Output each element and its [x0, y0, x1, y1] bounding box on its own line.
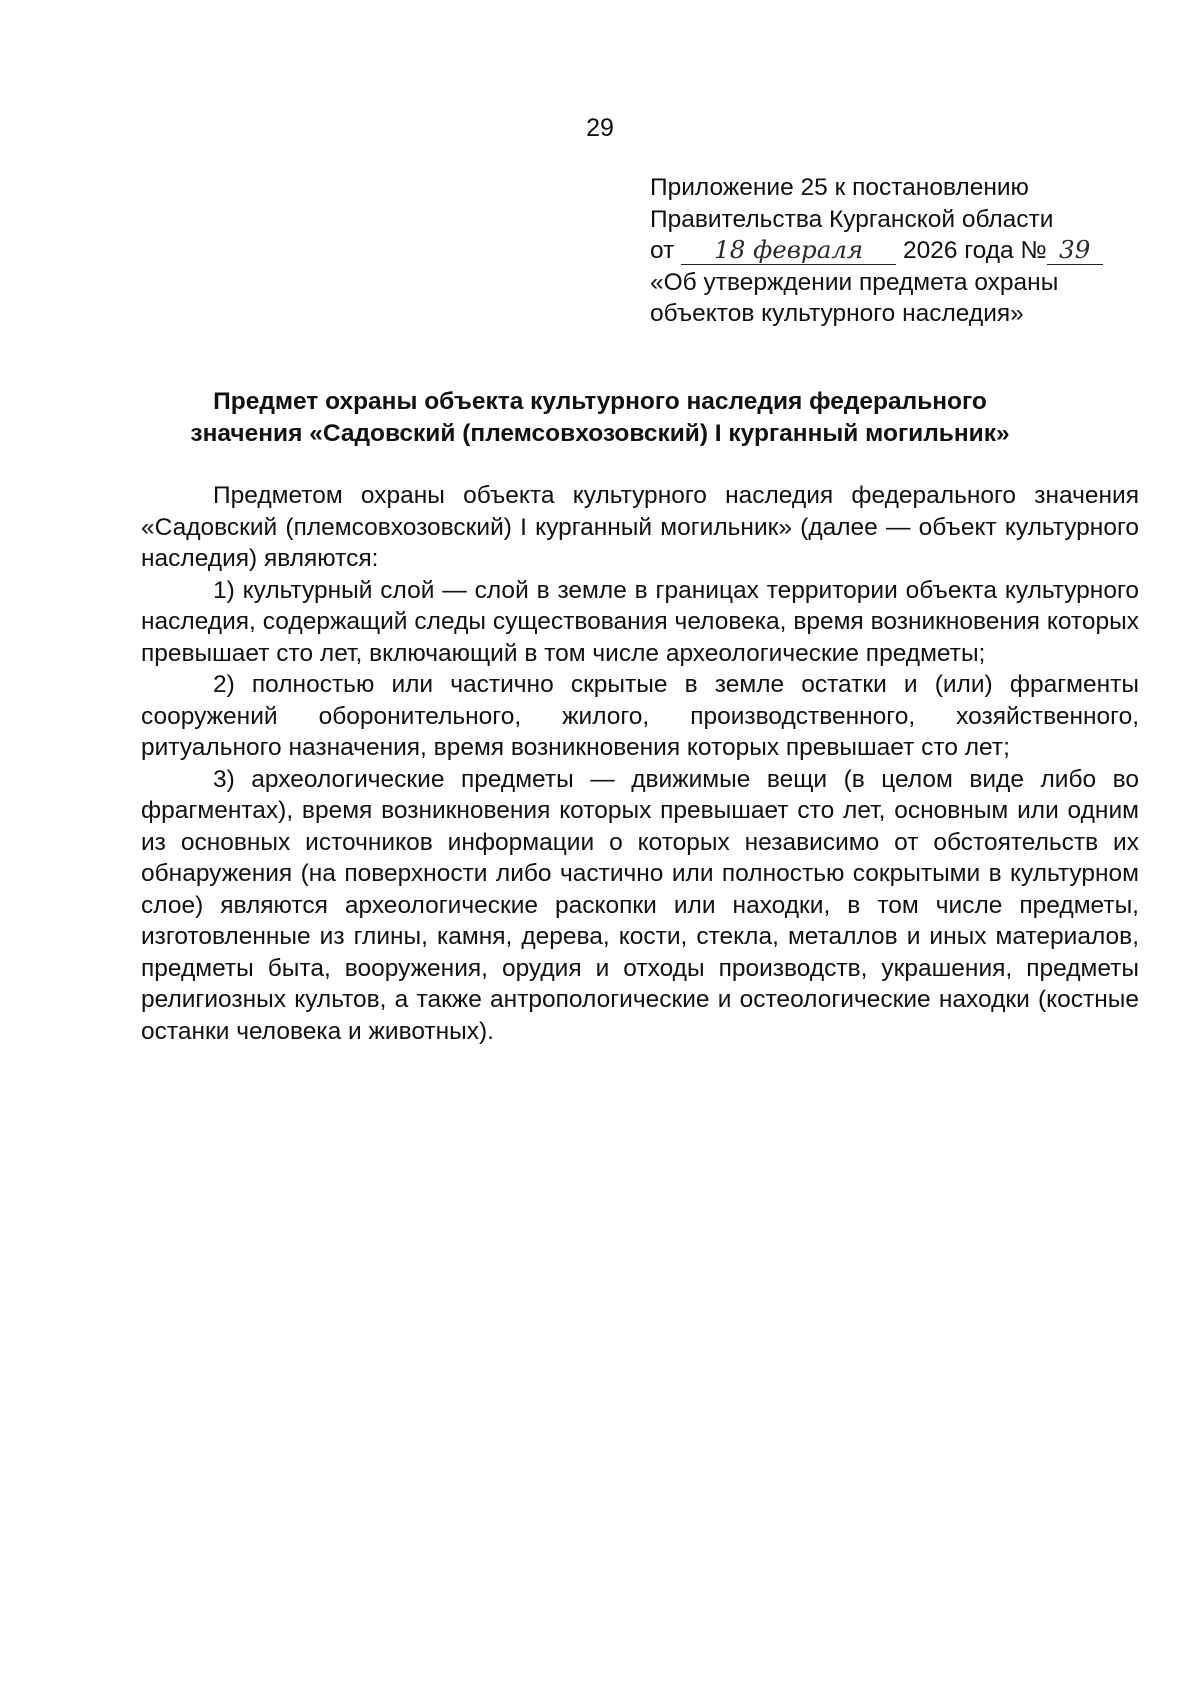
- document-title: [120, 386, 1080, 450]
- appendix-header: [650, 172, 1170, 330]
- date-blank: [681, 237, 896, 265]
- paragraph-item-3: 3) археологические предметы — движимые вещи (в целом виде либо во фрагментах), время возникновения которых превышает сто лет, основным или одним из основных источников информации о которых независимо от обстоятельств их обнаружения (на поверхности либо частично или полностью сокрытыми в культурном слое) являются археологические раскопки или находки, в том числе предметы, изготовленные из глины, камня, дерева, кости, стекла, металлов и иных материалов, предметы быта, вооружения, орудия и отходы производств, украшения, предметы религиозных культов, а также антропологические и остеологические находки (костные останки человека и животных).: [141, 765, 1139, 1045]
- appendix-line-1: Приложение 25 к постановлению: [650, 174, 1029, 201]
- title-line-2: значения «Садовский (племсовхозовский) I курганный могильник»: [190, 420, 1010, 447]
- title-line-1: Предмет охраны объекта культурного наследия федерального: [213, 388, 987, 415]
- document-body: [141, 480, 1139, 1047]
- appendix-line-2: Правительства Курганской области: [650, 205, 1054, 233]
- date-prefix: от: [650, 237, 675, 264]
- year-text: 2026 года №: [902, 237, 1047, 264]
- paragraph-intro: Предметом охраны объекта культурного наследия федерального значения «Садовский (племсовхозовский) I курганный могильник» (далее — объект культурного наследия) являются:: [141, 482, 1139, 572]
- handwritten-number: 39: [1059, 235, 1091, 264]
- appendix-line-5: объектов культурного наследия»: [650, 300, 1024, 327]
- paragraph-item-2: 2) полностью или частично скрытые в земле остатки и (или) фрагменты сооружений оборонительного, жилого, производственного, хозяйственного, ритуального назначения, время возникновения которых превышает сто лет;: [141, 671, 1139, 761]
- number-blank: [1047, 237, 1103, 265]
- page-number: 29: [586, 114, 614, 142]
- handwritten-date: 18 февраля: [714, 235, 864, 264]
- appendix-date-line: [650, 235, 1170, 267]
- appendix-line-4: «Об утверждении предмета охраны: [650, 268, 1059, 296]
- paragraph-item-1: 1) культурный слой — слой в земле в границах территории объекта культурного наследия, содержащий следы существования человека, время возникновения которых превышает сто лет, включающий в том числе археологические предметы;: [141, 576, 1139, 667]
